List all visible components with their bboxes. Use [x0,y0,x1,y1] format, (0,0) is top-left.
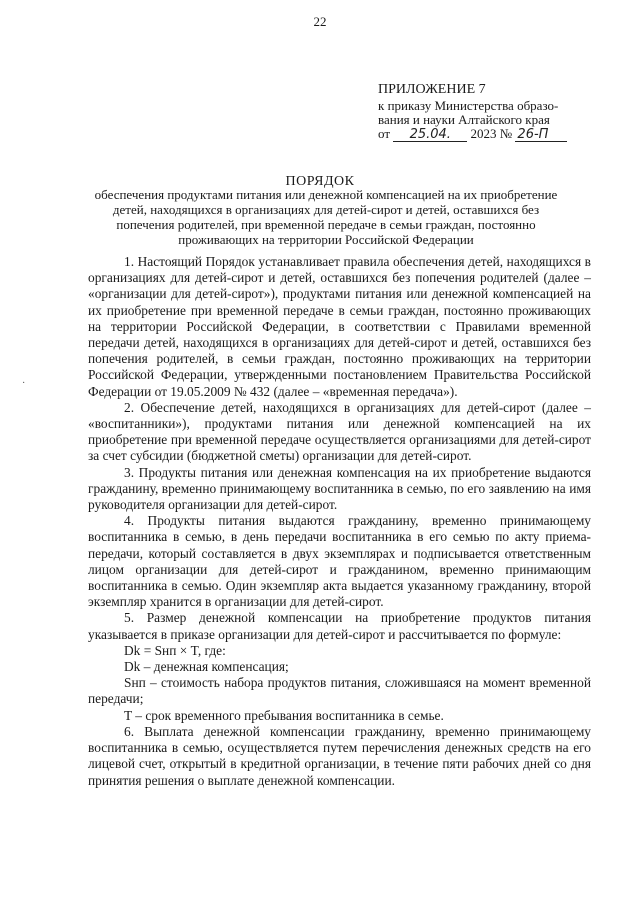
document-title: ПОРЯДОК [285,174,355,189]
document-body [88,254,591,789]
appendix-block [378,82,608,142]
paragraph-1: 1. Настоящий Порядок устанавливает правила обеспечения детей, находящихся в организациях для детей-сирот и детей, оставшихся без попечения родителей (далее – «организации для детей-сирот»), продуктами питания или денежной компенсацией на их приобретение при временной передаче в семьи граждан, постоянно проживающих на территории Российской Федерации, в соответствии с Правилами временной передачи детей, находящихся в организациях для детей-сирот и детей, оставшихся без попечения родителей, в семьи граждан, постоянно проживающих на территории Российской Федерации, утвержденными постановлением Правительства Российской Федерации от 19.05.2009 № 432 (далее – «временная передача»). [88,254,591,399]
appendix-date-line [378,127,608,142]
year-number-label: 2023 № [470,126,513,141]
handwritten-date: 25.04. [393,129,467,142]
appendix-title: ПРИЛОЖЕНИЕ 7 [378,82,486,97]
paragraph-4: 4. Продукты питания выдаются гражданину, временно принимающему воспитанника в семью, в день передачи воспитанника в его семью по акту приема-передачи, который составляется в двух экземплярах и подписывается ответственным лицом организации для детей-сирот и гражданином, временно принимающим воспитанника в семью. Один экземпляр акта выдается указанному гражданину, второй экземпляр хранится в организации для детей-сирот. [88,513,591,610]
formula: Dk = Sнп × T, где: [124,642,226,658]
appendix-line-1: к приказу Министерства образо- [378,98,559,113]
paragraph-3: 3. Продукты питания или денежная компенсация на их приобретение выдаются гражданину, временно принимающему воспитанника в семью, по его заявлению на имя руководителя организации для детей-сирот. [88,464,591,513]
paragraph-6: 6. Выплата денежной компенсации гражданину, временно принимающему воспитанника в семью, осуществляется путем перечисления денежных средств на его лицевой счет, открытый в кредитной организации, в течение пяти рабочих дней со дня принятия решения о выплате денежной компенсации. [88,723,591,788]
formula-def-t: T – срок временного пребывания воспитанника в семье. [124,707,444,723]
margin-mark: · [22,378,26,389]
handwritten-number: 26-П [515,129,567,142]
page-number: 22 [313,14,327,29]
paragraph-2: 2. Обеспечение детей, находящихся в организациях для детей-сирот (далее – «воспитанники»), продуктами питания или денежной компенсацией на их приобретение при временной передаче осуществляется организациями для детей-сирот за счет субсидии (бюджетной сметы) организации для детей-сирот. [88,399,591,464]
formula-def-dk: Dk – денежная компенсация; [124,659,289,675]
document-subtitle: обеспечения продуктами питания или денежной компенсацией на их приобретение детей, находящихся в организациях для детей-сирот и детей, оставшихся без попечения родителей, при временной передаче в семьи граждан, постоянно проживающих на территории Российской Федерации [94,187,558,247]
formula-def-snp: Sнп – стоимость набора продуктов питания, сложившаяся на момент временной передачи; [88,675,591,707]
appendix-line-2: вания и науки Алтайского края [378,112,550,127]
from-label: от [378,126,391,141]
paragraph-5: 5. Размер денежной компенсации на приобретение продуктов питания указывается в приказе организации для детей-сирот и рассчитывается по формуле: [88,610,591,642]
